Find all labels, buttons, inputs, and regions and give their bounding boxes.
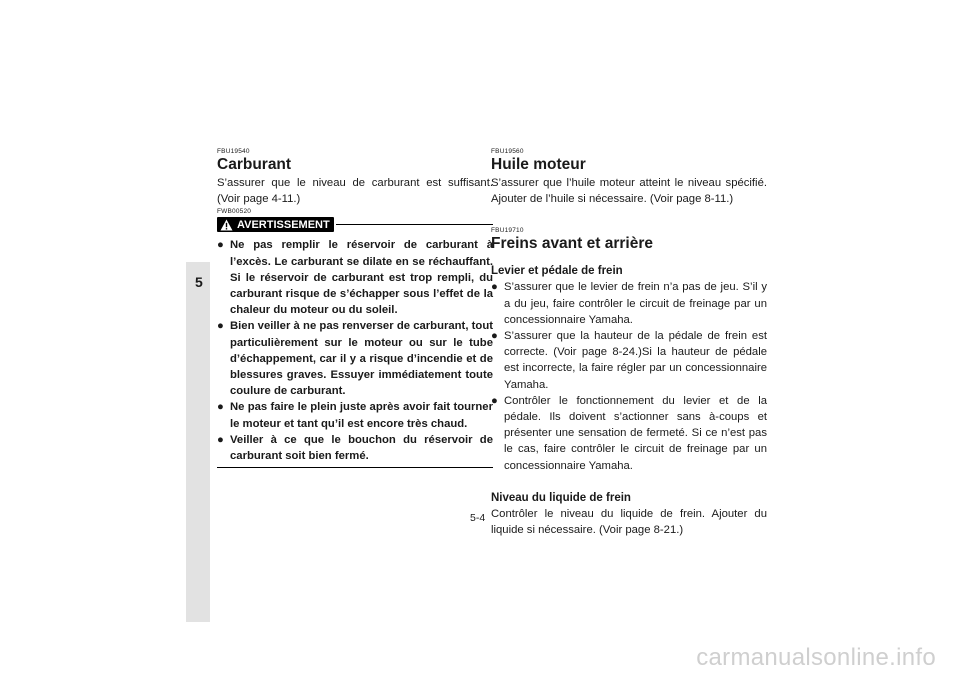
page-number: 5-4 bbox=[470, 512, 486, 524]
warning-triangle-icon bbox=[220, 219, 233, 231]
section-title-brakes: Freins avant et arrière bbox=[491, 235, 653, 253]
section-title-oil: Huile moteur bbox=[491, 156, 586, 173]
list-item: ● Contrôler le fonctionnement du levier et de la pédale. Ils doivent s’actionner sans à-coups et présenter une sensation de fermeté. Si ce n’est pas le cas, faire contrôler le circuit de freinage par un concessionnaire Yamaha. bbox=[491, 394, 767, 472]
warning-item: ● Ne pas remplir le réservoir de carburant à l’excès. Le carburant se dilate en se réchauffant. Si le réservoir de carburant est trop rempli, du carburant risque de s’échapper sous l’effet de la chaleur du moteur ou du soleil. bbox=[217, 239, 493, 317]
section-title-fuel: Carburant bbox=[217, 156, 292, 173]
warning-code: FWB00520 bbox=[217, 208, 252, 216]
warning-end-rule bbox=[217, 467, 493, 468]
lever-list bbox=[491, 279, 767, 473]
section-code: FBU19540 bbox=[217, 148, 250, 155]
warning-header bbox=[217, 216, 493, 233]
oil-body: S’assurer que l’huile moteur atteint le niveau spécifié. Ajouter de l’huile si nécessaire. (Voir page 8-11.) bbox=[491, 177, 767, 206]
right-column bbox=[491, 148, 767, 538]
section-code: FBU19560 bbox=[491, 148, 524, 155]
bullet-icon: ● bbox=[491, 281, 498, 294]
section-code: FBU19710 bbox=[491, 227, 524, 235]
bullet-icon: ● bbox=[217, 320, 224, 333]
warning-rule bbox=[336, 224, 493, 225]
warning-label: AVERTISSEMENT bbox=[237, 218, 330, 231]
fluid-heading: Niveau du liquide de frein bbox=[491, 491, 631, 504]
warning-item: ● Bien veiller à ne pas renverser de carburant, tout particulièrement sur le moteur ou sur le tube d’échappement, car il y a risque d’incendie et de blessures graves. Essuyer immédiatement toute coulure de carburant. bbox=[217, 320, 493, 398]
fluid-body: Contrôler le niveau du liquide de frein. Ajouter du liquide si nécessaire. (Voir page 8-21.) bbox=[491, 507, 767, 537]
fuel-body: S’assurer que le niveau de carburant est suffisant. (Voir page 4-11.) bbox=[217, 177, 493, 206]
bullet-icon: ● bbox=[217, 433, 224, 446]
watermark: carmanualsonline.info bbox=[696, 644, 936, 671]
bullet-icon: ● bbox=[217, 239, 224, 252]
warning-item: ● Veiller à ce que le bouchon du réservoir de carburant soit bien fermé. bbox=[217, 433, 493, 463]
warning-list bbox=[217, 237, 493, 464]
warning-badge bbox=[217, 217, 334, 232]
section-tab bbox=[186, 262, 210, 622]
list-item: ● S’assurer que le levier de frein n’a pas de jeu. S’il y a du jeu, faire contrôler le circuit de freinage par un concessionnaire Yamaha. bbox=[491, 281, 767, 326]
bullet-icon: ● bbox=[491, 330, 498, 343]
left-column bbox=[217, 148, 493, 468]
warning-item: ● Ne pas faire le plein juste après avoir fait tourner le moteur et tant qu’il est encore très chaud. bbox=[217, 401, 493, 430]
bullet-icon: ● bbox=[491, 394, 498, 407]
lever-heading: Levier et pédale de frein bbox=[491, 265, 623, 278]
list-item: ● S’assurer que la hauteur de la pédale de frein est correcte. (Voir page 8-24.)Si la hauteur de pédale est incorrecte, la faire régler par un concessionnaire Yamaha. bbox=[491, 330, 767, 391]
bullet-icon: ● bbox=[217, 401, 224, 414]
section-tab-number: 5 bbox=[195, 274, 203, 290]
